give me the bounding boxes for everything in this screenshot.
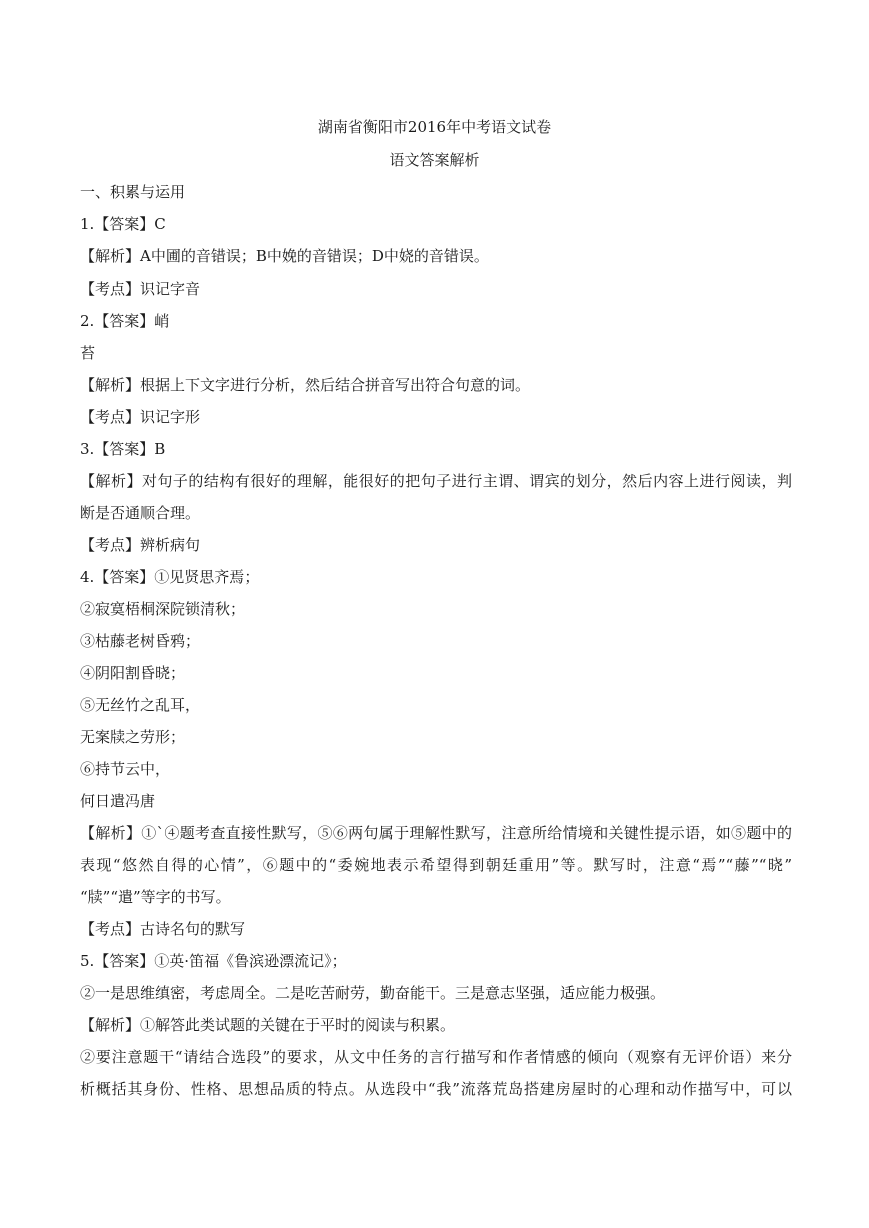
document-subtitle: 语文答案解析: [389, 151, 480, 169]
analysis-4-cont: 表现“悠然自得的心情”，⑥题中的“委婉地表示希望得到朝廷重用”等。默写时，注意“焉”“藤”“晓”: [80, 856, 792, 874]
answer-4-item-5-cont: 无案牍之劳形；: [80, 728, 186, 746]
answer-2-cont: 苔: [80, 344, 96, 362]
analysis-1: 【解析】A中圃的音错误；B中娩的音错误；D中娆的音错误。: [80, 247, 489, 265]
analysis-5-item-2: ②要注意题干“请结合选段”的要求，从文中任务的言行描写和作者情感的倾向（观察有无评价语）来分: [80, 1048, 792, 1066]
answer-4-item-4: ④阴阳割昏晓；: [80, 664, 186, 682]
answer-2: 2.【答案】峭: [80, 312, 170, 330]
answer-3: 3.【答案】B: [80, 440, 166, 458]
answer-4-item-5: ⑤无丝竹之乱耳，: [80, 696, 201, 714]
keypoint-1: 【考点】识记字音: [80, 280, 201, 298]
analysis-3: 【解析】对句子的结构有很好的理解，能很好的把句子进行主谓、谓宾的划分，然后内容上进行阅读，判: [80, 472, 792, 490]
answer-4-item-6-cont: 何日遣冯唐: [80, 792, 156, 810]
answer-5: 5.【答案】①英·笛福《鲁滨逊漂流记》；: [80, 952, 347, 970]
answer-4-item-6: ⑥持节云中，: [80, 760, 171, 778]
analysis-2: 【解析】根据上下文字进行分析，然后结合拼音写出符合句意的词。: [80, 376, 531, 394]
keypoint-3: 【考点】辨析病句: [80, 536, 201, 554]
answer-4: 4.【答案】①见贤思齐焉；: [80, 568, 260, 586]
analysis-3-cont: 断是否通顺合理。: [80, 504, 201, 522]
analysis-4-end: “牍”“遣”等字的书写。: [80, 888, 231, 906]
keypoint-4: 【考点】古诗名句的默写: [80, 920, 246, 938]
answer-4-item-2: ②寂寞梧桐深院锁清秋；: [80, 600, 246, 618]
answer-1: 1.【答案】C: [80, 215, 166, 233]
section-heading: 一、积累与运用: [80, 183, 186, 201]
document-title: 湖南省衡阳市2016年中考语文试卷: [317, 118, 552, 136]
analysis-4: 【解析】①`④题考查直接性默写，⑤⑥两句属于理解性默写，注意所给情境和关键性提示语，如⑤题中的: [80, 824, 792, 842]
analysis-5: 【解析】①解答此类试题的关键在于平时的阅读与积累。: [80, 1016, 456, 1034]
answer-5-item-2: ②一是思维缜密，考虑周全。二是吃苦耐劳，勤奋能干。三是意志坚强，适应能力极强。: [80, 984, 666, 1002]
answer-4-item-3: ③枯藤老树昏鸦；: [80, 632, 201, 650]
keypoint-2: 【考点】识记字形: [80, 408, 201, 426]
analysis-5-cont: 析概括其身份、性格、思想品质的特点。从选段中“我”流落荒岛搭建房屋时的心理和动作描写中，可以: [80, 1080, 792, 1098]
